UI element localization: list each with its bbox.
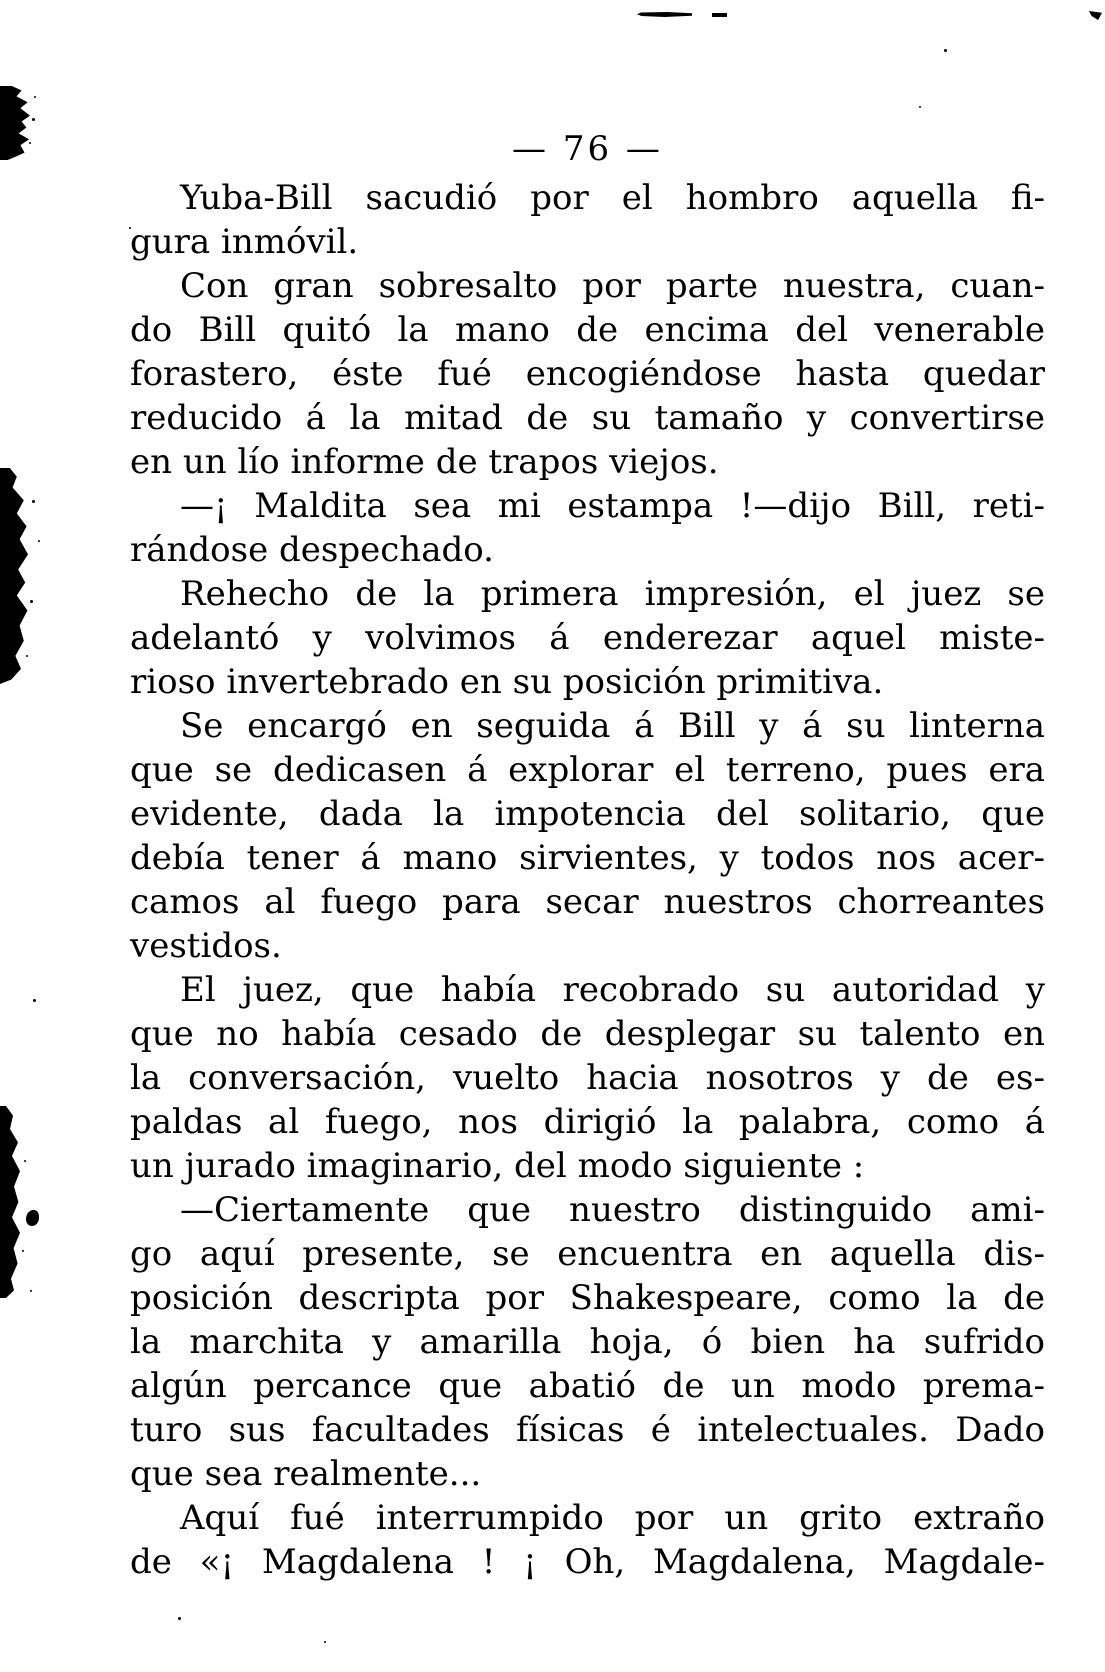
text-line: forastero, éste fué encogiéndose hasta quedar bbox=[130, 354, 1045, 394]
text-block bbox=[130, 176, 1045, 1584]
text-line: vestidos. bbox=[130, 926, 282, 966]
scan-speck bbox=[30, 600, 33, 603]
text-line: reducido á la mitad de su tamaño y convertirse bbox=[130, 398, 1045, 438]
scan-speck bbox=[33, 999, 36, 1002]
text-line: adelantó y volvimos á enderezar aquel miste- bbox=[130, 618, 1045, 658]
scan-speck bbox=[32, 118, 35, 121]
text-line: que se dedicasen á explorar el terreno, pues era bbox=[130, 750, 1045, 790]
text-line: —Ciertamente que nuestro distinguido ami- bbox=[180, 1190, 1045, 1230]
text-line: un jurado imaginario, del modo siguiente : bbox=[130, 1146, 865, 1186]
text-line: camos al fuego para secar nuestros chorreantes bbox=[130, 882, 1045, 922]
text-line: Rehecho de la primera impresión, el juez se bbox=[180, 574, 1045, 614]
scan-speck bbox=[324, 1641, 326, 1643]
text-line: en un lío informe de trapos viejos. bbox=[130, 442, 719, 482]
text-line: Aquí fué interrumpido por un grito extraño bbox=[180, 1498, 1045, 1538]
scan-artifact-left-streak-3 bbox=[0, 1106, 20, 1298]
scan-smudge-corner-tick bbox=[1089, 11, 1102, 20]
text-line: de «¡ Magdalena ! ¡ Oh, Magdalena, Magdale- bbox=[130, 1542, 1045, 1582]
scan-speck bbox=[34, 96, 36, 98]
scan-speck bbox=[178, 1617, 181, 1620]
text-line: go aquí presente, se encuentra en aquella dis- bbox=[130, 1234, 1045, 1274]
scan-speck bbox=[919, 106, 921, 108]
text-line: que sea realmente... bbox=[130, 1454, 482, 1494]
text-line: la marchita y amarilla hoja, ó bien ha sufrido bbox=[130, 1322, 1045, 1362]
text-line: —¡ Maldita sea mi estampa !—dijo Bill, reti- bbox=[180, 486, 1045, 526]
scan-speck bbox=[22, 1250, 24, 1252]
scan-speck bbox=[944, 49, 947, 52]
text-line: rioso invertebrado en su posición primitiva. bbox=[130, 662, 884, 702]
scan-speck bbox=[26, 655, 28, 657]
scan-artifact-left-streak-2 bbox=[0, 468, 28, 684]
page-number: — 76 — bbox=[512, 129, 663, 169]
scan-smudge-top-dash bbox=[712, 13, 727, 17]
text-line: algún percance que abatió de un modo prema- bbox=[130, 1366, 1045, 1406]
scan-speck bbox=[38, 540, 40, 542]
text-line: turo sus facultades físicas é intelectuales. Dado bbox=[130, 1410, 1045, 1450]
text-line: evidente, dada la impotencia del solitario, que bbox=[130, 794, 1045, 834]
scan-artifact-ink-blob bbox=[26, 1210, 39, 1226]
scan-artifact-left-streak-1 bbox=[0, 86, 30, 160]
text-line: debía tener á mano sirvientes, y todos nos acer- bbox=[130, 838, 1045, 878]
text-line: la conversación, vuelto hacia nosotros y de es- bbox=[130, 1058, 1045, 1098]
text-line: Se encargó en seguida á Bill y á su linterna bbox=[180, 706, 1045, 746]
text-line: que no había cesado de desplegar su talento en bbox=[130, 1014, 1045, 1054]
text-line: gura inmóvil. bbox=[130, 222, 359, 262]
text-line: El juez, que había recobrado su autoridad y bbox=[180, 970, 1045, 1010]
scan-speck bbox=[32, 500, 35, 503]
text-line: paldas al fuego, nos dirigió la palabra, como á bbox=[130, 1102, 1045, 1142]
scan-speck bbox=[24, 1160, 26, 1162]
text-line: rándose despechado. bbox=[130, 530, 494, 570]
scan-speck bbox=[30, 1290, 32, 1292]
text-line: Yuba-Bill sacudió por el hombro aquella fi- bbox=[180, 178, 1045, 218]
text-line: posición descripta por Shakespeare, como la de bbox=[130, 1278, 1045, 1318]
scan-smudge-top-line bbox=[637, 12, 692, 17]
text-line: Con gran sobresalto por parte nuestra, cuan- bbox=[180, 266, 1045, 306]
text-line: do Bill quitó la mano de encima del venerable bbox=[130, 310, 1045, 350]
scan-speck bbox=[29, 142, 31, 144]
